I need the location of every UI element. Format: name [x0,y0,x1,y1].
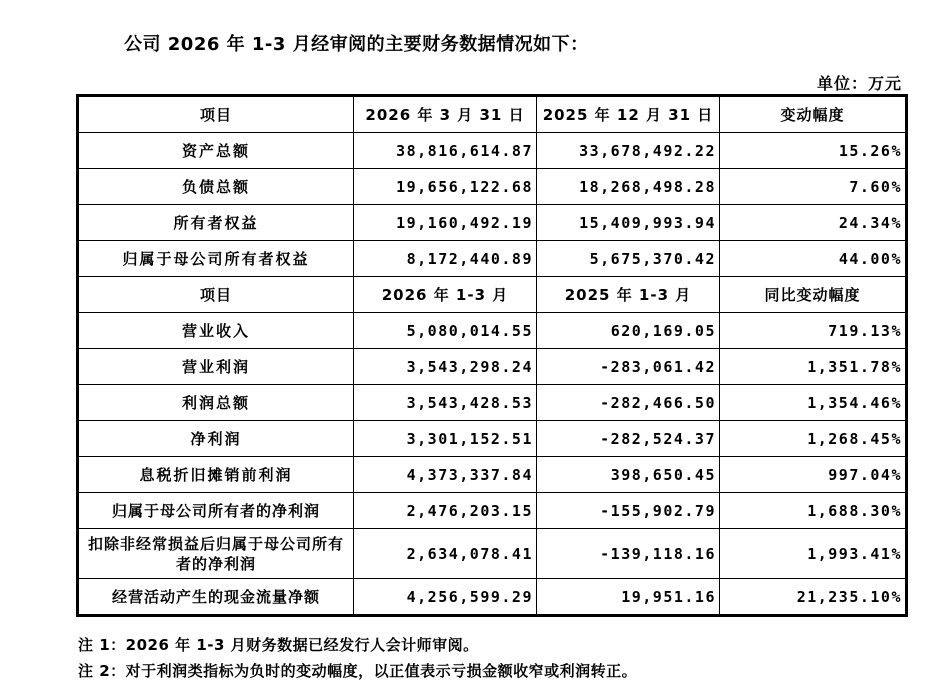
value-cell: -139,118.16 [537,529,720,579]
change-cell: 21,235.10% [720,579,907,616]
value-cell: 5,675,370.42 [537,241,720,277]
row-label: 资产总额 [78,133,354,169]
value-cell: -282,524.37 [537,421,720,457]
table-row [78,421,907,457]
table-row [78,493,907,529]
row-label: 息税折旧摊销前利润 [78,457,354,493]
value-cell: 2,476,203.15 [354,493,537,529]
table-row [78,133,907,169]
header-cell: 2025 年 1-3 月 [537,277,720,313]
value-cell: -283,061.42 [537,349,720,385]
table-row [78,349,907,385]
financial-data-table [76,94,908,617]
row-label: 营业收入 [78,313,354,349]
balance-header-row [78,96,907,133]
table-row [78,241,907,277]
value-cell: 3,543,428.53 [354,385,537,421]
row-label: 归属于母公司所有者权益 [78,241,354,277]
value-cell: 4,373,337.84 [354,457,537,493]
table-row [78,579,907,616]
change-cell: 1,354.46% [720,385,907,421]
change-cell: 7.60% [720,169,907,205]
footnote-2: 注 2：对于利润类指标为负时的变动幅度，以正值表示亏损金额收窄或利润转正。 [78,662,638,680]
value-cell: 19,656,122.68 [354,169,537,205]
change-cell: 15.26% [720,133,907,169]
table-row [78,457,907,493]
change-cell: 1,351.78% [720,349,907,385]
value-cell: 33,678,492.22 [537,133,720,169]
header-cell: 变动幅度 [720,96,907,133]
value-cell: 620,169.05 [537,313,720,349]
unit-label: 单位：万元 [816,74,902,93]
change-cell: 44.00% [720,241,907,277]
value-cell: 19,951.16 [537,579,720,616]
header-cell: 同比变动幅度 [720,277,907,313]
value-cell: 8,172,440.89 [354,241,537,277]
header-cell: 项目 [78,96,354,133]
change-cell: 1,688.30% [720,493,907,529]
row-label: 利润总额 [78,385,354,421]
row-label: 营业利润 [78,349,354,385]
value-cell: 3,543,298.24 [354,349,537,385]
value-cell: 5,080,014.55 [354,313,537,349]
value-cell: 18,268,498.28 [537,169,720,205]
footnote-1: 注 1：2026 年 1-3 月财务数据已经发行人会计师审阅。 [78,636,479,654]
row-label: 负债总额 [78,169,354,205]
table-row [78,529,907,579]
change-cell: 24.34% [720,205,907,241]
value-cell: -282,466.50 [537,385,720,421]
table-row [78,313,907,349]
header-cell: 2026 年 3 月 31 日 [354,96,537,133]
value-cell: 398,650.45 [537,457,720,493]
change-cell: 1,993.41% [720,529,907,579]
header-cell: 项目 [78,277,354,313]
table-row [78,205,907,241]
change-cell: 997.04% [720,457,907,493]
row-label: 净利润 [78,421,354,457]
change-cell: 1,268.45% [720,421,907,457]
row-label: 经营活动产生的现金流量净额 [78,579,354,616]
value-cell: 19,160,492.19 [354,205,537,241]
row-label: 归属于母公司所有者的净利润 [78,493,354,529]
value-cell: 2,634,078.41 [354,529,537,579]
value-cell: 3,301,152.51 [354,421,537,457]
table-row [78,385,907,421]
header-cell: 2025 年 12 月 31 日 [537,96,720,133]
value-cell: -155,902.79 [537,493,720,529]
income-header-row [78,277,907,313]
header-cell: 2026 年 1-3 月 [354,277,537,313]
value-cell: 4,256,599.29 [354,579,537,616]
table-row [78,169,907,205]
change-cell: 719.13% [720,313,907,349]
value-cell: 15,409,993.94 [537,205,720,241]
row-label: 扣除非经常损益后归属于母公司所有者的净利润 [78,529,354,579]
row-label: 所有者权益 [78,205,354,241]
value-cell: 38,816,614.87 [354,133,537,169]
intro-text: 公司 2026 年 1-3 月经审阅的主要财务数据情况如下： [124,34,589,55]
